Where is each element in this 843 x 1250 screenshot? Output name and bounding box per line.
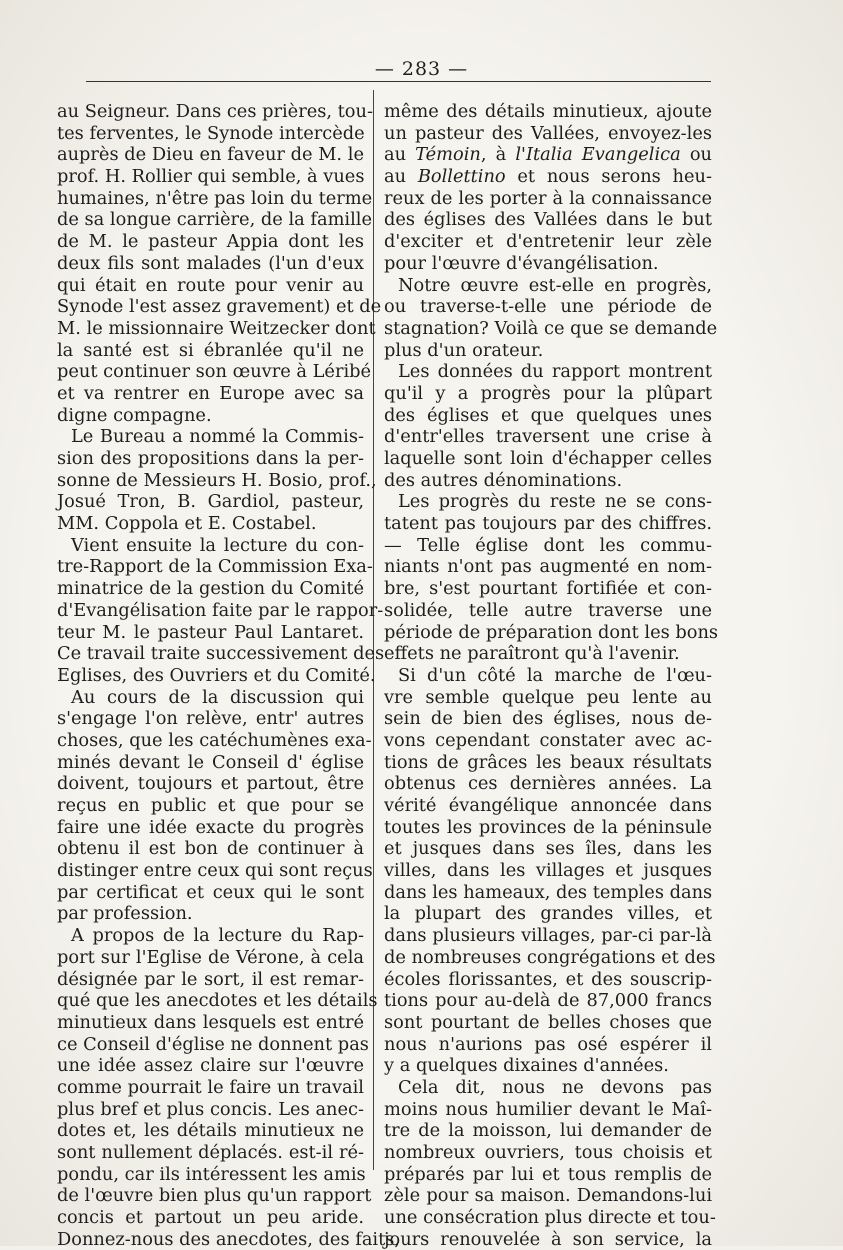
text-line: une idée assez claire sur l'œuvre — [57, 1055, 364, 1077]
text-line: d'Evangélisation faite par le rappor- — [57, 599, 384, 621]
text-line: d'exciter et d'entretenir leur zèle — [384, 231, 712, 253]
text-line: Cela dit, nous ne devons pas — [398, 1076, 712, 1098]
text-line: plus bref et plus concis. Les anec- — [57, 1098, 364, 1120]
text-line: par certificat et ceux qui le sont — [57, 881, 364, 903]
text-line: reçus en public et que pour se — [57, 795, 364, 816]
text-line: Le Bureau a nommé la Commis- — [71, 426, 364, 448]
italic-title: l'Italia Evangelica — [515, 144, 681, 166]
text-line: toutes les provinces de la péninsule — [384, 816, 712, 838]
text-line: concis et partout un peu aride. — [57, 1207, 364, 1229]
text-line: la plupart des grandes villes, et — [384, 903, 712, 925]
text-line: distinger entre ceux qui sont reçus — [57, 860, 373, 882]
text-line — [384, 166, 712, 188]
text-line: villes, dans les villages et jusques — [384, 860, 712, 882]
text-line: au Seigneur. Dans ces prières, tou- — [57, 101, 373, 122]
text-line: de sa longue carrière, de la famille — [57, 209, 373, 231]
text-line: digne compagne. — [57, 404, 212, 426]
text-line: reux de les porter à la connaissance — [384, 187, 712, 209]
text-line: pour l'œuvre d'évangélisation. — [384, 252, 659, 274]
text-line: minutieux dans lesquels est entré — [57, 1011, 364, 1033]
text-line: humaines, n'être pas loin du terme — [57, 187, 373, 209]
text-line: sonne de Messieurs H. Bosio, prof., — [57, 469, 377, 491]
text-line: tions de grâces les beaux résultats — [384, 751, 712, 773]
text-line: vérité évangélique annoncée dans — [384, 795, 712, 816]
text-line: dotes et, les détails minutieux ne — [57, 1120, 364, 1142]
text-line: comme pourrait le faire un travail — [57, 1076, 364, 1098]
text-line: et jusques dans ses îles, dans les — [384, 838, 712, 860]
text-line: des églises des Vallées dans le but — [384, 209, 712, 231]
text-line: peut continuer son œuvre à Léribé — [57, 361, 372, 383]
text-line: jours renouvelée à son service, la — [384, 1228, 712, 1250]
left-column — [57, 101, 401, 1250]
text-line: sont pourtant de belles choses que — [384, 1011, 712, 1033]
text-line: obtenus ces dernières années. La — [384, 773, 712, 795]
text-line: des autres dénominations. — [384, 469, 623, 491]
text-line: tre de la moisson, lui demander de — [384, 1120, 712, 1142]
text-line: minatrice de la gestion du Comité — [57, 578, 364, 600]
text-line: période de préparation dont les bons — [384, 621, 719, 643]
text-line: stagnation? Voilà ce que se demande — [384, 317, 718, 339]
text-line: une consécration plus directe et tou- — [384, 1207, 716, 1229]
text-line: préparés par lui et tous remplis de — [384, 1163, 712, 1185]
text-line: solidée, telle autre traverse une — [384, 599, 712, 621]
text-line: s'engage l'on relève, entr' autres — [57, 708, 364, 730]
text-line: de nombreuses congrégations et des — [384, 946, 716, 968]
italic-title: Témoin — [415, 144, 481, 166]
text-line: et va rentrer en Europe avec sa — [57, 382, 364, 404]
text-line: ce Conseil d'église ne donnent pas — [57, 1033, 369, 1055]
text-line: zèle pour sa maison. Demandons-lui — [384, 1185, 712, 1207]
text-line: par profession. — [57, 903, 193, 925]
text-fragment: , à — [480, 144, 516, 166]
text-line: tre-Rapport de la Commission Exa- — [57, 556, 373, 578]
text-line: Les progrès du reste ne se cons- — [398, 491, 712, 513]
text-line: des églises et que quelques unes — [384, 404, 712, 426]
text-line: doivent, toujours et partout, être — [57, 773, 364, 795]
text-line: M. le missionnaire Weitzecker dont — [57, 317, 376, 339]
text-line: vre semble quelque peu lente au — [384, 686, 712, 708]
text-line: deux fils sont malades (l'un d'eux — [57, 252, 364, 274]
text-line: — Telle église dont les commu- — [384, 534, 712, 556]
text-line: Donnez-nous des anecdotes, des faits, — [57, 1228, 401, 1250]
text-line: tions pour au-delà de 87,000 francs — [384, 990, 712, 1012]
text-line: qui était en route pour venir au — [57, 274, 364, 296]
text-line: ou traverse-t-elle une période de — [384, 296, 712, 318]
text-line: sont nullement déplacés. est-il ré- — [57, 1142, 364, 1163]
text-fragment: ou — [680, 144, 713, 166]
text-line: pondu, car ils intéressent les amis — [57, 1163, 366, 1185]
text-line: laquelle sont loin d'échapper celles — [384, 448, 712, 469]
italic-title: Bollettino — [417, 166, 506, 188]
text-line: effets ne paraîtront qu'à l'avenir. — [384, 643, 680, 665]
text-line: port sur l'Eglise de Vérone, à cela — [57, 946, 364, 968]
text-line: Les données du rapport montrent — [398, 361, 712, 383]
text-line: plus d'un orateur. — [384, 339, 544, 361]
text-line: tes ferventes, le Synode intercède — [57, 122, 365, 144]
text-line: qu'il y a progrès pour la plûpart — [384, 382, 712, 404]
text-line: un pasteur des Vallées, envoyez-les — [384, 122, 712, 144]
text-line: dans plusieurs villages, par-ci par-là — [384, 925, 712, 947]
text-line: Au cours de la discussion qui — [71, 686, 364, 708]
text-line: Vient ensuite la lecture du con- — [71, 534, 364, 556]
text-line: Eglises, des Ouvriers et du Comité. — [57, 664, 376, 686]
text-line: nous n'aurions pas osé espérer il — [384, 1033, 712, 1055]
text-line: A propos de la lecture du Rap- — [71, 925, 364, 947]
text-line: choses, que les catéchumènes exa- — [57, 729, 372, 751]
text-line: tatent pas toujours par des chiffres. — [384, 513, 712, 535]
text-line: Notre œuvre est-elle en progrès, — [398, 274, 712, 296]
text-line — [384, 144, 712, 166]
text-line: nombreux ouvriers, tous choisis et — [384, 1142, 712, 1163]
text-line: prof. H. Rollier qui semble, à vues — [57, 166, 365, 188]
page-number: — 283 — — [374, 58, 469, 80]
text-line: obtenu il est bon de continuer à — [57, 838, 364, 860]
text-line: qué que les anecdotes et les détails — [57, 990, 378, 1012]
text-line: de l'œuvre bien plus qu'un rapport — [57, 1185, 372, 1207]
text-line: bre, s'est pourtant fortifiée et con- — [384, 578, 712, 600]
text-line: vons cependant constater avec ac- — [384, 729, 712, 751]
text-fragment: au — [384, 166, 418, 188]
text-fragment: au — [384, 144, 416, 166]
text-line: Si d'un côté la marche de l'œu- — [398, 664, 712, 686]
text-line: Ce travail traite successivement des — [57, 643, 385, 665]
text-line: de M. le pasteur Appia dont les — [57, 231, 364, 253]
text-line: écoles florissantes, et des souscrip- — [384, 968, 712, 990]
text-line: MM. Coppola et E. Costabel. — [57, 513, 317, 535]
text-line: la santé est si ébranlée qu'il ne — [57, 339, 364, 361]
text-line: même des détails minutieux, ajoute — [384, 101, 712, 122]
text-line: d'entr'elles traversent une crise à — [384, 426, 712, 448]
text-line: sein de bien des églises, nous de- — [384, 708, 712, 730]
text-line: teur M. le pasteur Paul Lantaret. — [57, 621, 364, 643]
right-column — [384, 101, 719, 1250]
text-line: moins nous humilier devant le Maî- — [384, 1098, 712, 1120]
header-rule — [86, 81, 711, 82]
text-line: auprès de Dieu en faveur de M. le — [57, 144, 364, 166]
text-line: dans les hameaux, des temples dans — [384, 881, 713, 903]
text-line: désignée par le sort, il est remar- — [57, 968, 364, 990]
text-line: minés devant le Conseil d' église — [57, 751, 364, 773]
text-line: sion des propositions dans la per- — [57, 448, 364, 469]
text-line: niants n'ont pas augmenté en nom- — [384, 556, 712, 578]
text-line: Synode l'est assez gravement) et de — [57, 296, 382, 318]
text-line: faire une idée exacte du progrès — [57, 816, 364, 838]
text-line: Josué Tron, B. Gardiol, pasteur, — [57, 491, 364, 513]
text-fragment: et nous serons heu- — [505, 166, 712, 188]
text-line: y a quelques dixaines d'années. — [384, 1055, 669, 1077]
